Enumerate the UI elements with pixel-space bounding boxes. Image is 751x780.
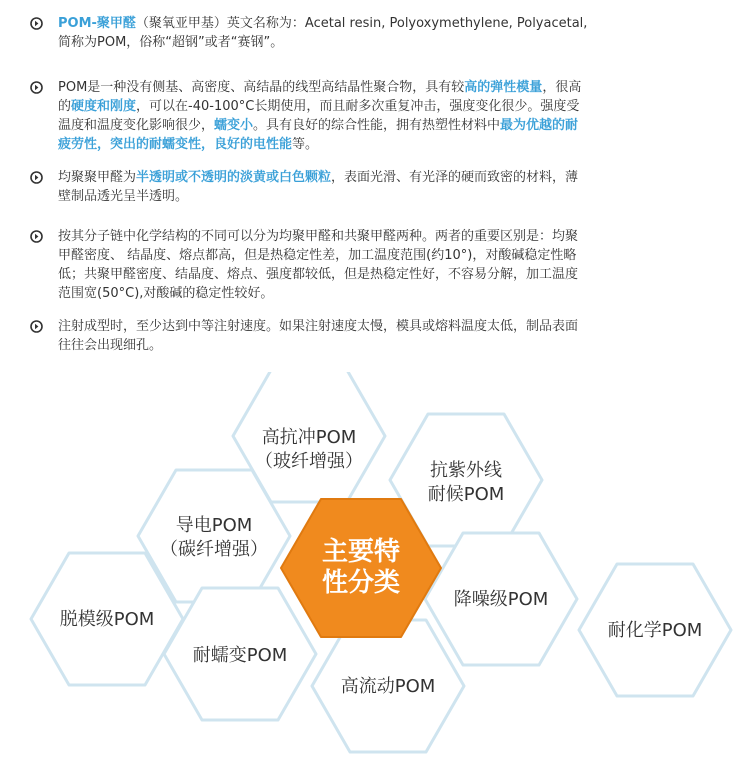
play-circle-icon [30,81,43,94]
highlight-text: 疲劳性，突出的耐蠕变性，良好的电性能 [58,137,293,152]
paragraph-text: 壁制品透光呈半透明。 [58,189,189,204]
play-circle-icon [30,171,43,184]
uv-label-line2: 耐候POM [427,484,505,505]
paragraph-text: 往往会出现细孔。 [58,338,163,353]
paragraph-text: POM是一种没有侧基、高密度、高结晶的线型高结晶性聚合物，具有较 [58,80,465,95]
creep-label: 耐蠕变POM [192,645,288,666]
chemical-label: 耐化学POM [607,620,703,641]
highlight-text: 高的弹性模量 [464,80,543,95]
paragraph-text: 的 [58,99,72,114]
bullet-properties [30,78,581,154]
conductive-label-line1: 导电POM [175,515,253,536]
highlight-text: 蠕变小 [214,118,254,133]
highlight-text: 最为优越的耐 [500,118,579,133]
demold-label: 脱模级POM [59,609,155,630]
play-circle-icon [30,17,43,30]
paragraph-text: ，可以在-40-100°C长期使用，而且耐多次重复冲击，强度变化很少。强度受 [136,99,580,114]
highlight-text: POM-聚甲醛 [58,16,136,31]
conductive-label-line2: （碳纤增强） [160,539,268,560]
paragraph-text: ，表面光滑、有光泽的硬而致密的材料，薄 [331,170,579,185]
play-circle-icon [30,230,43,243]
paragraph-text: （聚氧亚甲基）英文名称为：Acetal resin, Polyoxymethylene, Polyacetal, [135,16,588,31]
play-circle-icon [30,320,43,333]
paragraph-text: 均聚聚甲醛为 [58,170,137,185]
highlight-text: 半透明或不透明的淡黄或白色颗粒 [136,170,332,185]
paragraph-text: 按其分子链中化学结构的不同可以分为均聚甲醛和共聚甲醛两种。两者的重要区别是：均聚 [58,229,579,244]
hexagon-diagram [0,372,751,780]
impact-label-line2: （玻纤增强） [255,451,363,472]
paragraph-text: 温度和温度变化影响很少， [58,118,215,133]
bullet-appearance [30,168,578,206]
noise-label: 降噪级POM [453,589,549,610]
impact-label-line1: 高抗冲POM [261,427,357,448]
paragraph-text: 低；共聚甲醛密度、结晶度、熔点、强度都较低，但是热稳定性好，不容易分解，加工温度 [58,267,579,282]
paragraph-text: 甲醛密度、 结晶度、熔点都高，但是热稳定性差，加工温度范围(约10°)，对酸碱稳定性略 [58,248,577,263]
flow-label: 高流动POM [340,676,436,697]
bullet-classification [30,227,578,303]
paragraph-text: ，很高 [542,80,582,95]
paragraph-text: 简称为POM，俗称“超钢”或者“赛钢”。 [58,35,284,50]
paragraph-text: 注射成型时，至少达到中等注射速度。如果注射速度太慢，模具或熔料温度太低，制品表面 [58,319,579,334]
paragraph-text: 范围宽(50°C),对酸碱的稳定性较好。 [58,286,274,301]
bullet-definition [30,14,587,52]
center-label-line1: 主要特 [321,537,401,567]
center-label-line2: 性分类 [321,568,401,598]
uv-label-line1: 抗紫外线 [430,460,502,481]
paragraph-text: 。具有良好的综合性能，拥有热塑性材料中 [253,118,501,133]
bullet-molding [30,317,578,355]
highlight-text: 硬度和刚度 [71,99,137,114]
paragraph-text: 等。 [292,137,319,152]
